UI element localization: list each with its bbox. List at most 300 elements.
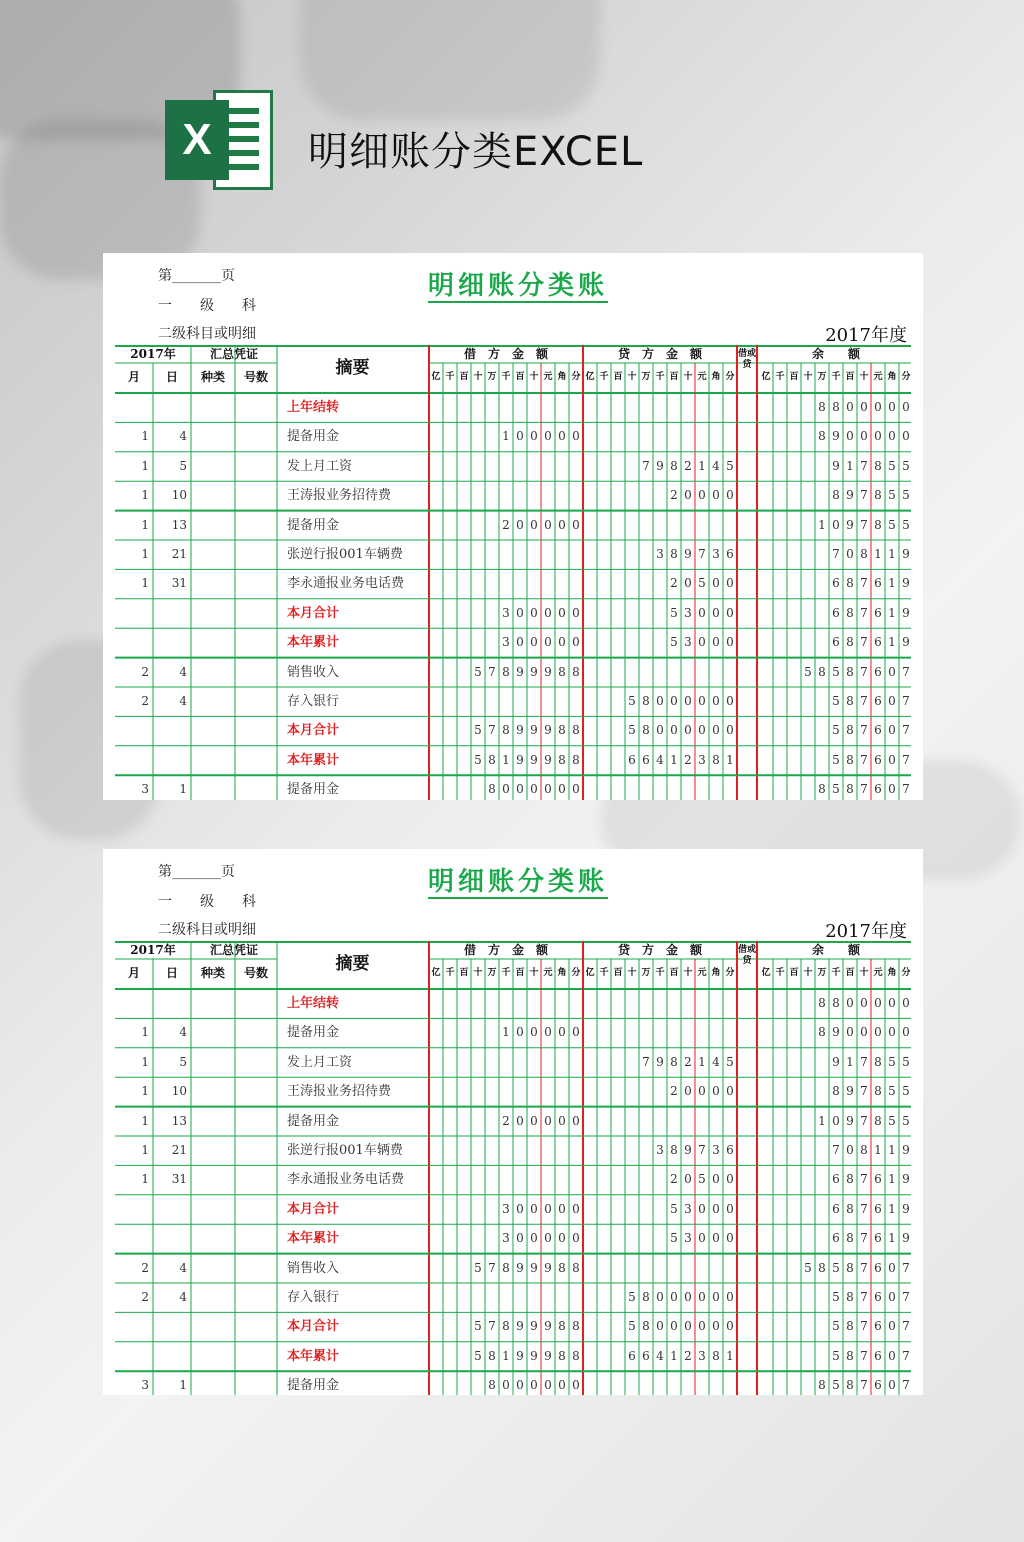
row-day: 4 bbox=[179, 1025, 187, 1040]
balance-amount-digit: 9 bbox=[902, 1172, 910, 1187]
balance-amount-digit: 7 bbox=[860, 635, 868, 650]
debit-amount-digit: 8 bbox=[572, 1260, 580, 1275]
credit-amount-digit: 8 bbox=[642, 723, 650, 738]
debit-digit-header: 亿 bbox=[431, 968, 441, 978]
balance-digit-header: 十 bbox=[859, 968, 869, 978]
debit-amount-digit: 9 bbox=[544, 1319, 552, 1334]
debit-amount-digit: 0 bbox=[572, 1113, 580, 1128]
balance-amount-digit: 1 bbox=[888, 635, 896, 650]
debit-amount-digit: 3 bbox=[502, 1231, 510, 1246]
balance-amount-digit: 5 bbox=[902, 1084, 910, 1099]
row-summary: 本月合计 bbox=[287, 1319, 340, 1335]
balance-amount-digit: 8 bbox=[818, 996, 826, 1010]
balance-amount-digit: 8 bbox=[860, 1143, 868, 1157]
balance-amount-digit: 0 bbox=[860, 429, 868, 444]
debit-amount-digit: 8 bbox=[572, 752, 580, 767]
row-summary: 本年累计 bbox=[287, 1348, 340, 1364]
credit-amount-digit: 5 bbox=[628, 694, 636, 708]
debit-amount-digit: 9 bbox=[544, 664, 552, 679]
credit-digit-header: 千 bbox=[655, 968, 665, 978]
debit-amount-digit: 0 bbox=[516, 635, 524, 650]
balance-amount-digit: 7 bbox=[860, 723, 868, 738]
credit-amount-digit: 1 bbox=[698, 1054, 706, 1069]
row-month: 1 bbox=[141, 517, 149, 532]
debit-amount-digit: 5 bbox=[474, 1348, 482, 1363]
balance-digit-header: 亿 bbox=[761, 372, 771, 382]
balance-amount-digit: 7 bbox=[832, 547, 840, 561]
credit-amount-digit: 3 bbox=[698, 752, 706, 767]
year-header: 2017年 bbox=[130, 943, 176, 957]
balance-digit-header: 元 bbox=[873, 968, 883, 978]
row-month: 2 bbox=[141, 664, 149, 679]
credit-amount-digit: 0 bbox=[670, 694, 678, 708]
debit-digit-header: 亿 bbox=[431, 372, 441, 382]
credit-amount-digit: 0 bbox=[726, 1084, 734, 1099]
credit-amount-digit: 1 bbox=[726, 1348, 734, 1363]
balance-amount-digit: 7 bbox=[860, 1319, 868, 1334]
balance-amount-digit: 0 bbox=[902, 429, 910, 444]
credit-amount-digit: 5 bbox=[726, 1054, 734, 1069]
balance-amount-digit: 0 bbox=[888, 1260, 896, 1275]
balance-amount-digit: 5 bbox=[902, 458, 910, 473]
balance-amount-digit: 5 bbox=[888, 488, 896, 503]
credit-amount-digit: 3 bbox=[656, 1143, 664, 1157]
row-month: 1 bbox=[141, 1113, 149, 1128]
credit-amount-digit: 3 bbox=[712, 547, 720, 561]
balance-amount-digit: 0 bbox=[874, 1025, 882, 1040]
debit-digit-header: 千 bbox=[501, 968, 511, 978]
debit-digit-header: 十 bbox=[529, 968, 539, 978]
row-month: 1 bbox=[141, 1084, 149, 1099]
day-header: 日 bbox=[165, 370, 178, 384]
debit-amount-digit: 0 bbox=[544, 635, 552, 650]
debit-amount-digit: 9 bbox=[516, 752, 524, 767]
balance-amount-digit: 8 bbox=[846, 1201, 854, 1216]
balance-amount-digit: 9 bbox=[832, 458, 840, 473]
debit-amount-digit: 9 bbox=[530, 1319, 538, 1334]
ledger-table bbox=[115, 345, 911, 800]
balance-amount-digit: 9 bbox=[902, 1231, 910, 1246]
credit-amount-digit: 4 bbox=[656, 1348, 664, 1363]
debit-amount-digit: 0 bbox=[516, 1201, 524, 1216]
debit-amount-digit: 0 bbox=[558, 782, 566, 797]
credit-amount-digit: 0 bbox=[712, 576, 720, 591]
debit-amount-digit: 8 bbox=[558, 752, 566, 767]
balance-amount-digit: 0 bbox=[902, 400, 910, 414]
balance-digit-header: 百 bbox=[789, 968, 799, 978]
row-month: 1 bbox=[141, 458, 149, 473]
balance-amount-digit: 0 bbox=[874, 996, 882, 1010]
row-summary: 李永通报业务电话费 bbox=[287, 576, 405, 592]
row-month: 1 bbox=[141, 1172, 149, 1187]
credit-amount-digit: 0 bbox=[698, 694, 706, 708]
credit-amount-digit: 2 bbox=[670, 1172, 678, 1187]
debit-digit-header: 万 bbox=[487, 372, 497, 382]
credit-amount-digit: 0 bbox=[726, 1201, 734, 1216]
balance-header: 余 额 bbox=[811, 347, 860, 361]
debit-amount-digit: 9 bbox=[544, 1260, 552, 1275]
balance-amount-digit: 0 bbox=[888, 752, 896, 767]
balance-amount-digit: 0 bbox=[888, 782, 896, 797]
credit-digit-header: 十 bbox=[627, 968, 637, 978]
debit-header: 借 方 金 额 bbox=[463, 943, 548, 957]
credit-digit-header: 百 bbox=[613, 968, 623, 978]
ledger-sheet-1 bbox=[103, 253, 923, 800]
debit-amount-digit: 0 bbox=[530, 1231, 538, 1246]
balance-amount-digit: 5 bbox=[804, 664, 812, 679]
row-summary: 发上月工资 bbox=[287, 1054, 353, 1070]
balance-amount-digit: 6 bbox=[832, 1231, 840, 1246]
balance-amount-digit: 6 bbox=[874, 576, 882, 591]
row-summary: 存入银行 bbox=[287, 1290, 340, 1305]
row-summary: 本月合计 bbox=[287, 723, 340, 739]
balance-amount-digit: 5 bbox=[902, 517, 910, 532]
credit-amount-digit: 0 bbox=[670, 723, 678, 738]
row-day: 5 bbox=[179, 1054, 187, 1069]
debit-digit-header: 十 bbox=[473, 372, 483, 382]
credit-digit-header: 百 bbox=[613, 372, 623, 382]
balance-amount-digit: 6 bbox=[832, 1201, 840, 1216]
balance-amount-digit: 9 bbox=[846, 1084, 854, 1099]
credit-amount-digit: 3 bbox=[684, 1201, 692, 1216]
balance-amount-digit: 6 bbox=[832, 1172, 840, 1187]
row-month: 1 bbox=[141, 576, 149, 591]
debit-amount-digit: 8 bbox=[572, 1348, 580, 1363]
row-month: 1 bbox=[141, 429, 149, 444]
credit-amount-digit: 0 bbox=[684, 488, 692, 503]
balance-digit-header: 分 bbox=[901, 968, 911, 978]
debit-amount-digit: 3 bbox=[502, 605, 510, 620]
row-month: 3 bbox=[141, 782, 149, 797]
balance-amount-digit: 8 bbox=[818, 1260, 826, 1275]
credit-amount-digit: 6 bbox=[628, 1348, 636, 1363]
balance-amount-digit: 9 bbox=[832, 1054, 840, 1069]
credit-amount-digit: 4 bbox=[712, 1054, 720, 1069]
balance-amount-digit: 6 bbox=[874, 1201, 882, 1216]
credit-amount-digit: 5 bbox=[698, 1172, 706, 1187]
credit-amount-digit: 2 bbox=[670, 488, 678, 503]
excel-icon bbox=[165, 90, 273, 190]
balance-digit-header: 千 bbox=[775, 372, 785, 382]
debit-amount-digit: 0 bbox=[558, 1378, 566, 1393]
row-month: 3 bbox=[141, 1378, 149, 1393]
credit-digit-header: 千 bbox=[599, 372, 609, 382]
credit-amount-digit: 1 bbox=[670, 1348, 678, 1363]
balance-amount-digit: 0 bbox=[888, 664, 896, 679]
balance-amount-digit: 8 bbox=[846, 694, 854, 708]
debit-digit-header: 千 bbox=[445, 372, 455, 382]
credit-amount-digit: 0 bbox=[684, 1319, 692, 1334]
year-label: 2017年度 bbox=[825, 921, 907, 942]
balance-amount-digit: 0 bbox=[846, 547, 854, 561]
balance-amount-digit: 9 bbox=[902, 635, 910, 650]
balance-amount-digit: 7 bbox=[832, 1143, 840, 1157]
balance-amount-digit: 5 bbox=[832, 1319, 840, 1334]
credit-amount-digit: 0 bbox=[712, 723, 720, 738]
credit-amount-digit: 0 bbox=[726, 605, 734, 620]
debit-digit-header: 分 bbox=[571, 968, 581, 978]
year-header: 2017年 bbox=[130, 347, 176, 361]
credit-amount-digit: 0 bbox=[684, 576, 692, 591]
debit-amount-digit: 0 bbox=[572, 782, 580, 797]
balance-amount-digit: 8 bbox=[846, 1319, 854, 1334]
credit-digit-header: 百 bbox=[669, 968, 679, 978]
balance-amount-digit: 9 bbox=[846, 1113, 854, 1128]
credit-amount-digit: 0 bbox=[698, 635, 706, 650]
debit-amount-digit: 9 bbox=[516, 1319, 524, 1334]
credit-digit-header: 万 bbox=[641, 968, 651, 978]
balance-amount-digit: 9 bbox=[902, 576, 910, 591]
debit-amount-digit: 0 bbox=[530, 605, 538, 620]
credit-amount-digit: 8 bbox=[712, 752, 720, 767]
credit-amount-digit: 3 bbox=[698, 1348, 706, 1363]
credit-amount-digit: 1 bbox=[698, 458, 706, 473]
balance-digit-header: 十 bbox=[803, 968, 813, 978]
balance-amount-digit: 1 bbox=[888, 1172, 896, 1187]
debit-digit-header: 十 bbox=[473, 968, 483, 978]
row-summary: 销售收入 bbox=[287, 664, 340, 680]
balance-digit-header: 角 bbox=[887, 968, 897, 978]
credit-amount-digit: 9 bbox=[656, 458, 664, 473]
debit-amount-digit: 8 bbox=[558, 1348, 566, 1363]
debit-amount-digit: 9 bbox=[544, 1348, 552, 1363]
credit-amount-digit: 0 bbox=[712, 635, 720, 650]
balance-amount-digit: 6 bbox=[874, 1260, 882, 1275]
balance-amount-digit: 7 bbox=[860, 1054, 868, 1069]
credit-amount-digit: 6 bbox=[642, 1348, 650, 1363]
balance-amount-digit: 6 bbox=[874, 1172, 882, 1187]
balance-amount-digit: 7 bbox=[860, 1290, 868, 1304]
debit-amount-digit: 9 bbox=[530, 1348, 538, 1363]
credit-digit-header: 亿 bbox=[585, 968, 595, 978]
balance-amount-digit: 0 bbox=[888, 694, 896, 708]
credit-digit-header: 千 bbox=[655, 372, 665, 382]
credit-digit-header: 亿 bbox=[585, 372, 595, 382]
credit-amount-digit: 4 bbox=[656, 752, 664, 767]
balance-amount-digit: 7 bbox=[860, 1378, 868, 1393]
row-day: 5 bbox=[179, 458, 187, 473]
level2-subject-label: 二级科目或明细 bbox=[158, 922, 256, 938]
page-title: 明细账分类EXCEL bbox=[308, 129, 644, 175]
balance-amount-digit: 6 bbox=[874, 782, 882, 797]
balance-amount-digit: 1 bbox=[818, 517, 826, 532]
balance-digit-header: 百 bbox=[845, 968, 855, 978]
credit-amount-digit: 8 bbox=[670, 547, 678, 561]
debit-digit-header: 分 bbox=[571, 372, 581, 382]
balance-header: 余 额 bbox=[811, 943, 860, 957]
balance-amount-digit: 9 bbox=[846, 488, 854, 503]
balance-amount-digit: 8 bbox=[832, 400, 840, 414]
credit-amount-digit: 0 bbox=[726, 1172, 734, 1187]
balance-digit-header: 亿 bbox=[761, 968, 771, 978]
balance-amount-digit: 1 bbox=[846, 458, 854, 473]
month-header: 月 bbox=[127, 370, 140, 384]
debit-amount-digit: 0 bbox=[516, 782, 524, 797]
row-summary: 提备用金 bbox=[287, 1113, 340, 1129]
balance-amount-digit: 6 bbox=[832, 635, 840, 650]
debit-amount-digit: 9 bbox=[544, 752, 552, 767]
credit-amount-digit: 5 bbox=[670, 605, 678, 620]
balance-amount-digit: 0 bbox=[860, 400, 868, 414]
debit-amount-digit: 0 bbox=[558, 605, 566, 620]
balance-amount-digit: 0 bbox=[846, 996, 854, 1010]
credit-amount-digit: 5 bbox=[670, 1201, 678, 1216]
credit-amount-digit: 0 bbox=[698, 723, 706, 738]
debit-digit-header: 百 bbox=[459, 968, 469, 978]
row-summary: 本年累计 bbox=[287, 752, 340, 768]
debit-digit-header: 万 bbox=[487, 968, 497, 978]
balance-amount-digit: 7 bbox=[860, 1231, 868, 1246]
debit-digit-header: 千 bbox=[501, 372, 511, 382]
credit-amount-digit: 3 bbox=[684, 605, 692, 620]
balance-amount-digit: 5 bbox=[832, 752, 840, 767]
balance-amount-digit: 5 bbox=[888, 1084, 896, 1099]
credit-amount-digit: 2 bbox=[684, 458, 692, 473]
debit-amount-digit: 1 bbox=[502, 1348, 510, 1363]
balance-amount-digit: 7 bbox=[902, 664, 910, 679]
credit-amount-digit: 8 bbox=[642, 1319, 650, 1334]
debit-amount-digit: 0 bbox=[530, 635, 538, 650]
credit-amount-digit: 3 bbox=[684, 635, 692, 650]
page-header bbox=[165, 90, 865, 200]
balance-amount-digit: 9 bbox=[902, 605, 910, 620]
balance-amount-digit: 0 bbox=[902, 1025, 910, 1040]
level1-subject-label: 一 级 科 bbox=[158, 894, 256, 910]
balance-amount-digit: 9 bbox=[832, 429, 840, 444]
debit-amount-digit: 0 bbox=[558, 635, 566, 650]
debit-amount-digit: 5 bbox=[474, 664, 482, 679]
credit-amount-digit: 0 bbox=[698, 488, 706, 503]
row-summary: 王涛报业务招待费 bbox=[287, 1084, 392, 1100]
balance-amount-digit: 5 bbox=[832, 694, 840, 708]
debit-amount-digit: 0 bbox=[544, 517, 552, 532]
debit-amount-digit: 5 bbox=[474, 1319, 482, 1334]
debit-digit-header: 十 bbox=[529, 372, 539, 382]
balance-amount-digit: 8 bbox=[846, 752, 854, 767]
debit-amount-digit: 0 bbox=[572, 635, 580, 650]
row-day: 1 bbox=[179, 782, 187, 797]
debit-amount-digit: 3 bbox=[502, 1201, 510, 1216]
balance-amount-digit: 6 bbox=[874, 1231, 882, 1246]
balance-amount-digit: 9 bbox=[832, 1025, 840, 1040]
credit-amount-digit: 0 bbox=[656, 1290, 664, 1304]
balance-amount-digit: 0 bbox=[888, 1025, 896, 1040]
balance-digit-header: 角 bbox=[887, 372, 897, 382]
balance-amount-digit: 7 bbox=[902, 1319, 910, 1334]
debit-amount-digit: 8 bbox=[488, 782, 496, 797]
credit-amount-digit: 0 bbox=[698, 605, 706, 620]
debit-amount-digit: 8 bbox=[558, 1260, 566, 1275]
balance-amount-digit: 6 bbox=[874, 752, 882, 767]
debit-amount-digit: 1 bbox=[502, 1025, 510, 1040]
balance-amount-digit: 8 bbox=[846, 1290, 854, 1304]
balance-amount-digit: 8 bbox=[874, 1084, 882, 1099]
balance-amount-digit: 5 bbox=[832, 723, 840, 738]
credit-amount-digit: 0 bbox=[712, 1231, 720, 1246]
balance-amount-digit: 9 bbox=[846, 517, 854, 532]
balance-digit-header: 分 bbox=[901, 372, 911, 382]
credit-amount-digit: 0 bbox=[698, 1319, 706, 1334]
debit-amount-digit: 0 bbox=[516, 517, 524, 532]
credit-amount-digit: 9 bbox=[684, 1143, 692, 1157]
balance-amount-digit: 7 bbox=[902, 1378, 910, 1393]
balance-amount-digit: 6 bbox=[874, 1378, 882, 1393]
balance-amount-digit: 7 bbox=[860, 488, 868, 503]
credit-digit-header: 十 bbox=[627, 372, 637, 382]
credit-amount-digit: 2 bbox=[684, 1348, 692, 1363]
row-day: 31 bbox=[171, 576, 187, 591]
balance-amount-digit: 8 bbox=[818, 664, 826, 679]
debit-amount-digit: 3 bbox=[502, 635, 510, 650]
balance-amount-digit: 0 bbox=[902, 996, 910, 1010]
credit-amount-digit: 0 bbox=[684, 723, 692, 738]
balance-amount-digit: 7 bbox=[860, 517, 868, 532]
balance-amount-digit: 8 bbox=[846, 664, 854, 679]
balance-amount-digit: 0 bbox=[888, 1319, 896, 1334]
credit-amount-digit: 8 bbox=[670, 1143, 678, 1157]
balance-amount-digit: 8 bbox=[846, 1260, 854, 1275]
debit-amount-digit: 8 bbox=[502, 1260, 510, 1275]
balance-amount-digit: 0 bbox=[846, 1143, 854, 1157]
balance-amount-digit: 5 bbox=[832, 1260, 840, 1275]
balance-amount-digit: 5 bbox=[804, 1260, 812, 1275]
debit-amount-digit: 5 bbox=[474, 1260, 482, 1275]
row-day: 4 bbox=[179, 694, 187, 708]
month-header: 月 bbox=[127, 966, 140, 980]
balance-amount-digit: 1 bbox=[874, 547, 882, 561]
balance-amount-digit: 9 bbox=[902, 1143, 910, 1157]
debit-amount-digit: 0 bbox=[572, 605, 580, 620]
balance-digit-header: 千 bbox=[831, 968, 841, 978]
credit-amount-digit: 5 bbox=[670, 635, 678, 650]
debit-amount-digit: 7 bbox=[488, 1319, 496, 1334]
credit-amount-digit: 0 bbox=[698, 1231, 706, 1246]
debit-amount-digit: 2 bbox=[502, 517, 510, 532]
balance-amount-digit: 5 bbox=[832, 1378, 840, 1393]
debit-digit-header: 百 bbox=[515, 968, 525, 978]
balance-amount-digit: 5 bbox=[902, 1054, 910, 1069]
debit-amount-digit: 0 bbox=[544, 1113, 552, 1128]
row-month: 2 bbox=[141, 694, 149, 708]
balance-amount-digit: 0 bbox=[874, 429, 882, 444]
debit-amount-digit: 0 bbox=[558, 1201, 566, 1216]
credit-digit-header: 元 bbox=[697, 372, 707, 382]
debit-amount-digit: 0 bbox=[558, 429, 566, 444]
row-summary: 张逆行报001车辆费 bbox=[287, 1143, 403, 1158]
row-month: 1 bbox=[141, 488, 149, 503]
page-number-label: 第_______页 bbox=[158, 268, 235, 284]
credit-amount-digit: 0 bbox=[726, 694, 734, 708]
debit-amount-digit: 0 bbox=[572, 429, 580, 444]
number-header: 号数 bbox=[243, 370, 268, 384]
row-day: 10 bbox=[171, 1084, 187, 1099]
credit-digit-header: 十 bbox=[683, 968, 693, 978]
credit-amount-digit: 2 bbox=[684, 1054, 692, 1069]
balance-amount-digit: 0 bbox=[846, 1025, 854, 1040]
credit-amount-digit: 6 bbox=[628, 752, 636, 767]
debit-amount-digit: 0 bbox=[516, 605, 524, 620]
balance-amount-digit: 7 bbox=[902, 723, 910, 738]
balance-amount-digit: 7 bbox=[860, 664, 868, 679]
debit-amount-digit: 7 bbox=[488, 723, 496, 738]
balance-amount-digit: 5 bbox=[832, 1348, 840, 1363]
debit-amount-digit: 0 bbox=[544, 605, 552, 620]
balance-amount-digit: 7 bbox=[902, 694, 910, 708]
balance-amount-digit: 6 bbox=[832, 576, 840, 591]
debit-amount-digit: 0 bbox=[516, 1113, 524, 1128]
balance-amount-digit: 8 bbox=[860, 547, 868, 561]
balance-digit-header: 万 bbox=[817, 968, 827, 978]
